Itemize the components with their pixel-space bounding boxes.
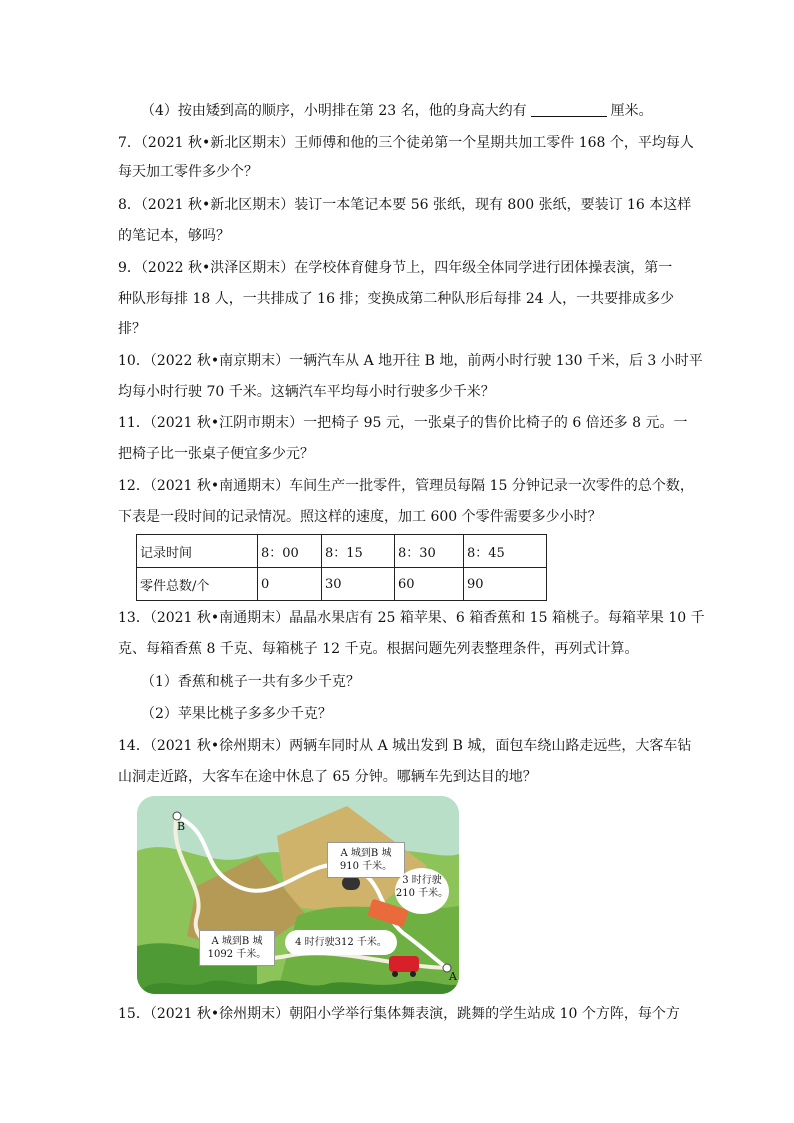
question-text: （4）按由矮到高的顺序，小明排在第 23 名，他的身高大约有 <box>141 103 527 119</box>
table-header-cell: 记录时间 <box>137 535 258 568</box>
table-header-cell: 8：45 <box>464 535 547 568</box>
question-13-part-1: （1）香蕉和桃子一共有多少千克？ <box>141 674 360 690</box>
point-b-label: B <box>177 820 186 833</box>
question-13-line-2: 克、每箱香蕉 8 千克、每箱桃子 12 千克。根据问题先列表整理条件，再列式计算。 <box>118 641 639 657</box>
question-9-line-1: 9．（2022 秋•洪泽区期末）在学校体育健身节上，四年级全体同学进行团体操表演，第一 <box>118 260 673 276</box>
question-10-line-1: 10．（2022 秋•南京期末）一辆汽车从 A 地开往 B 地，前两小时行驶 130 千米，后 3 小时平 <box>118 353 703 369</box>
question-7-line-1: 7．（2021 秋•新北区期末）王师傅和他的三个徒弟第一个星期共加工零件 168 个，平均每人 <box>118 135 694 151</box>
route-map-illustration <box>137 796 459 994</box>
table-header-cell: 8：15 <box>322 535 395 568</box>
table-cell: 零件总数/个 <box>137 568 258 601</box>
question-12-line-1: 12．（2021 秋•南通期末）车间生产一批零件，管理员每隔 15 分钟记录一次零件的总个数， <box>118 478 694 494</box>
question-12-line-2: 下表是一段时间的记录情况。照这样的速度，加工 600 个零件需要多少小时？ <box>118 509 602 525</box>
question-7-line-2: 每天加工零件多少个？ <box>118 164 258 180</box>
question-13-line-1: 13．（2021 秋•南通期末）晶晶水果店有 25 箱苹果、6 箱香蕉和 15 箱桃子。每箱苹果 10 千 <box>118 610 705 626</box>
table-header-cell: 8：00 <box>258 535 322 568</box>
bubble-text: A 城到B 城 <box>340 848 392 859</box>
question-8-line-2: 的笔记本，够吗？ <box>118 228 230 244</box>
bubble-mountain-distance <box>327 842 405 878</box>
table-row <box>137 568 547 601</box>
bubble-text: A 城到B 城 <box>211 936 263 947</box>
bubble-text: 210 千米。 <box>395 888 449 899</box>
question-11-line-1: 11．（2021 秋•江阴市期末）一把椅子 95 元，一张桌子的售价比椅子的 6 倍还多 8 元。一 <box>118 415 688 431</box>
point-a-label: A <box>449 970 457 983</box>
question-6-part-4 <box>141 101 701 121</box>
question-13-part-2: （2）苹果比桃子多多少千克？ <box>141 706 332 722</box>
table-cell: 0 <box>258 568 322 601</box>
table-cell: 90 <box>464 568 547 601</box>
question-11-line-2: 把椅子比一张桌子便宜多少元？ <box>118 446 314 462</box>
question-9-line-3: 排？ <box>118 321 146 337</box>
table-row <box>137 535 547 568</box>
bubble-text: 1092 千米。 <box>207 949 267 960</box>
table-cell: 30 <box>322 568 395 601</box>
question-14-line-2: 山洞走近路，大客车在途中休息了 65 分钟。哪辆车先到达目的地？ <box>118 769 537 785</box>
bubble-text: 3 时行驶 <box>402 875 442 886</box>
question-10-line-2: 均每小时行驶 70 千米。这辆汽车平均每小时行驶多少千米？ <box>118 384 495 400</box>
question-14-line-1: 14．（2021 秋•徐州期末）两辆车同时从 A 城出发到 B 城，面包车绕山路走远些，大客车钻 <box>118 738 692 754</box>
question-8-line-1: 8．（2021 秋•新北区期末）装订一本笔记本要 56 张纸，现有 800 张纸，要装订 16 本这样 <box>118 197 692 213</box>
bubble-van-speed: 4 时行驶312 千米。 <box>285 930 397 955</box>
table-header-cell: 8：30 <box>395 535 464 568</box>
question-9-line-2: 种队形每排 18 人，一共排成了 16 排；变换成第二种队形后每排 24 人，一共要排成多少 <box>118 291 675 307</box>
bubble-road-distance <box>199 930 275 966</box>
bubble-text: 910 千米。 <box>339 861 393 872</box>
table-cell: 60 <box>395 568 464 601</box>
bubble-bus-speed <box>395 868 449 914</box>
question-15-line-1: 15．（2021 秋•徐州期末）朝阳小学举行集体舞表演，跳舞的学生站成 10 个方阵，每个方 <box>118 1006 680 1022</box>
record-table <box>136 534 547 601</box>
answer-blank[interactable] <box>531 102 607 117</box>
unit-text: 厘米。 <box>610 103 653 119</box>
